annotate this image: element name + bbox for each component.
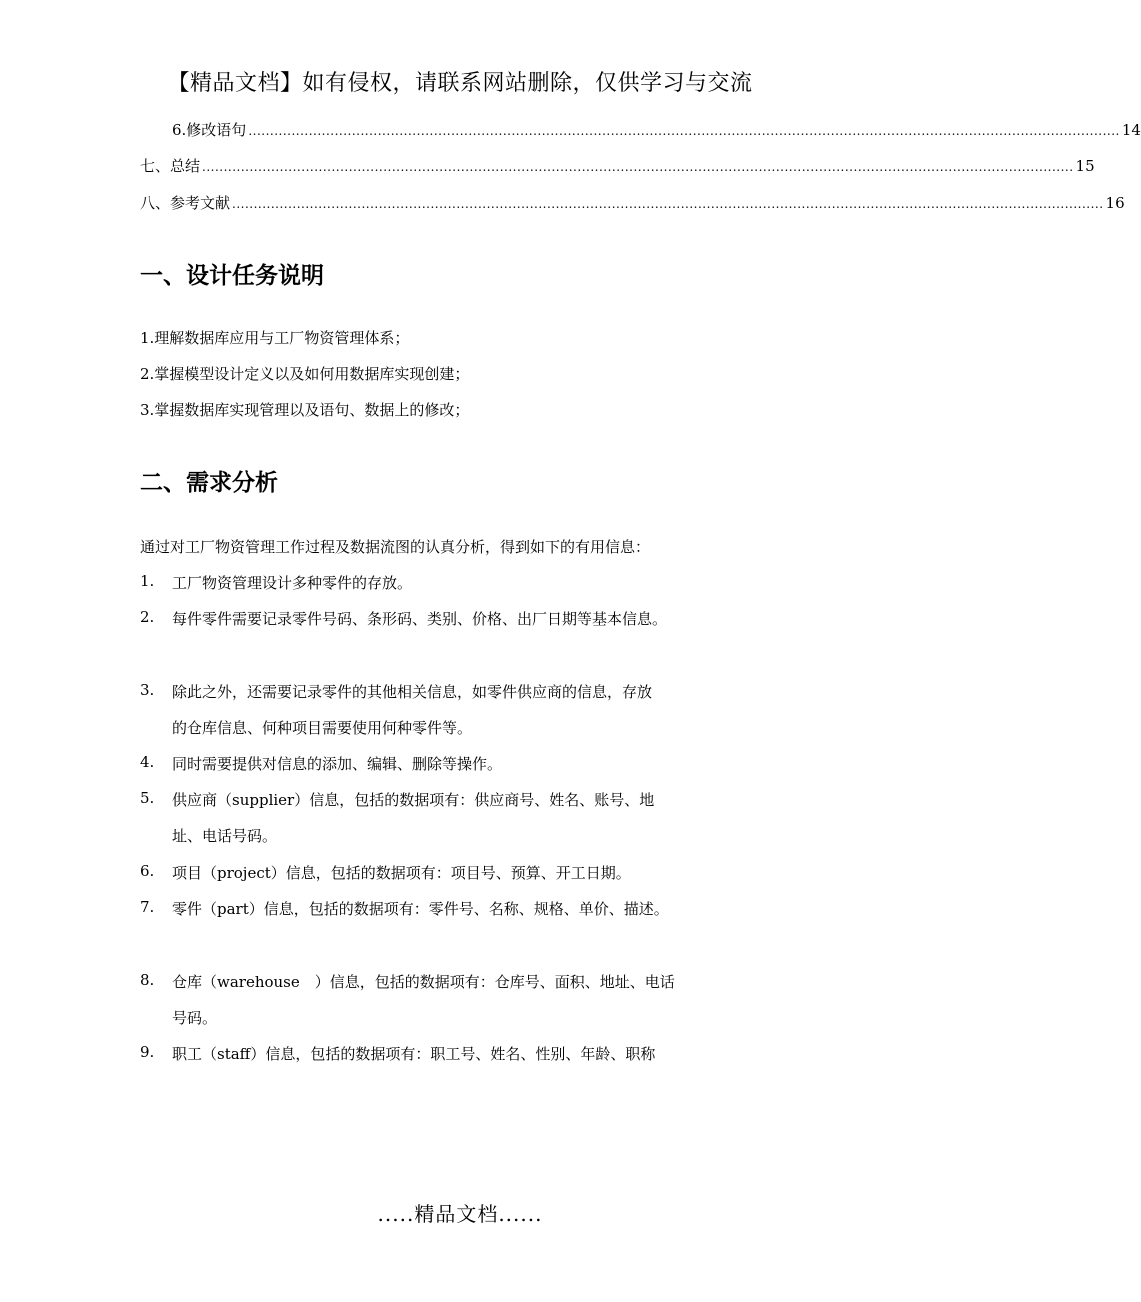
list-text: 职工（staff）信息，包括的数据项有：职工号、姓名、性别、年龄、职称 xyxy=(172,1045,656,1063)
list-text-continued: 号码。 xyxy=(172,1009,218,1027)
toc-leader-dots: .......................................................................................................................................................................................................... xyxy=(248,124,1120,138)
page-footer: .....精品文档...... xyxy=(377,1202,543,1226)
list-number: 6. xyxy=(140,862,155,880)
list-number: 8. xyxy=(140,971,155,989)
task-item: 2.掌握模型设计定义以及如何用数据库实现创建； xyxy=(140,365,470,383)
list-text: 项目（project）信息，包括的数据项有：项目号、预算、开工日期。 xyxy=(172,864,631,882)
list-number: 4. xyxy=(140,753,155,771)
list-number: 5. xyxy=(140,789,155,807)
list-number: 1. xyxy=(140,572,155,590)
task-item: 1.理解数据库应用与工厂物资管理体系； xyxy=(140,329,410,347)
toc-entry[interactable] xyxy=(172,119,1141,141)
toc-entry-page: 15 xyxy=(1075,157,1095,175)
section-heading: 一、设计任务说明 xyxy=(140,263,324,289)
list-number: 2. xyxy=(140,608,155,626)
page-header: 【精品文档】如有侵权，请联系网站删除，仅供学习与交流 xyxy=(167,71,753,96)
list-text: 供应商（supplier）信息，包括的数据项有：供应商号、姓名、账号、地 xyxy=(172,791,655,809)
toc-leader-dots: .......................................................................................................................................................................................................... xyxy=(202,160,1074,174)
toc-entry-label: 6.修改语句 xyxy=(172,121,247,139)
list-number: 9. xyxy=(140,1043,155,1061)
list-text: 每件零件需要记录零件号码、条形码、类别、价格、出厂日期等基本信息。 xyxy=(172,610,668,628)
toc-entry-page: 14 xyxy=(1121,121,1141,139)
list-text: 仓库（warehouse ）信息，包括的数据项有：仓库号、面积、地址、电话 xyxy=(172,973,675,991)
list-number: 7. xyxy=(140,898,155,916)
list-number: 3. xyxy=(140,681,155,699)
toc-entry-label: 七、总结 xyxy=(140,157,201,175)
list-text: 零件（part）信息，包括的数据项有：零件号、名称、规格、单价、描述。 xyxy=(172,900,669,918)
toc-entry[interactable] xyxy=(140,192,1125,214)
toc-leader-dots: .......................................................................................................................................................................................................... xyxy=(232,197,1104,211)
list-text-continued: 址、电话号码。 xyxy=(172,827,278,845)
list-text-continued: 的仓库信息、何种项目需要使用何种零件等。 xyxy=(172,719,473,737)
toc-entry-page: 16 xyxy=(1105,194,1125,212)
task-item: 3.掌握数据库实现管理以及语句、数据上的修改； xyxy=(140,401,470,419)
list-text: 同时需要提供对信息的添加、编辑、删除等操作。 xyxy=(172,755,503,773)
section-heading: 二、需求分析 xyxy=(140,470,278,496)
toc-entry[interactable] xyxy=(140,155,1095,177)
intro-paragraph: 通过对工厂物资管理工作过程及数据流图的认真分析，得到如下的有用信息： xyxy=(140,538,651,556)
toc-entry-label: 八、参考文献 xyxy=(140,194,231,212)
list-text: 除此之外，还需要记录零件的其他相关信息，如零件供应商的信息，存放 xyxy=(172,683,653,701)
list-text: 工厂物资管理设计多种零件的存放。 xyxy=(172,574,413,592)
